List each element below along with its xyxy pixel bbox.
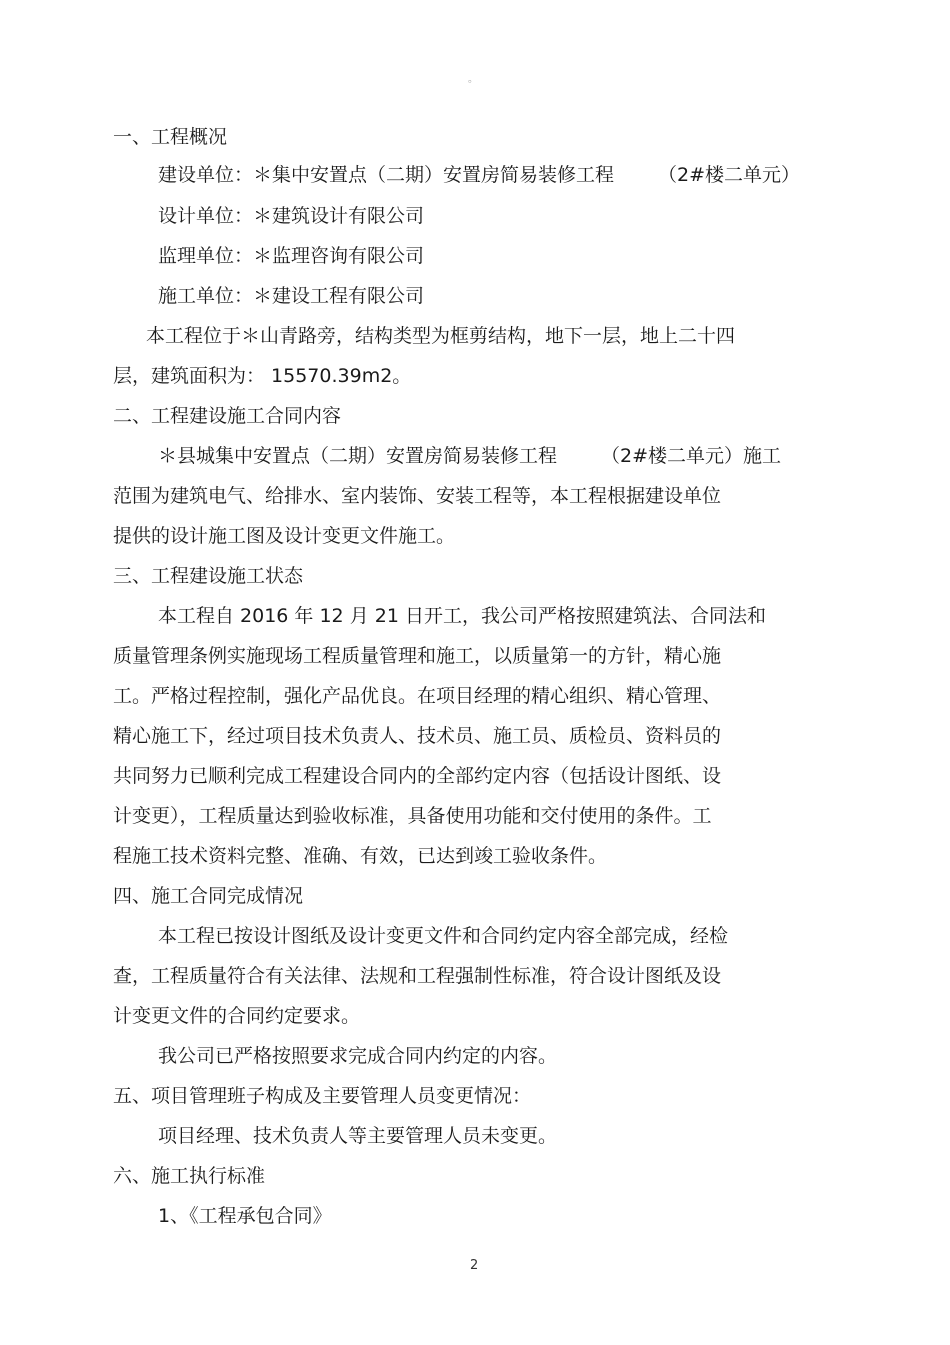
text-line: [158, 924, 728, 948]
text-line: [113, 364, 411, 388]
text-line-main: 五、项目管理班子构成及主要管理人员变更情况：: [113, 1085, 532, 1107]
text-line: [158, 1044, 557, 1068]
text-line: [113, 564, 303, 588]
text-line: [113, 1164, 265, 1188]
text-line: [113, 684, 721, 708]
text-line-main: 1、《工程承包合同》: [158, 1205, 332, 1227]
text-line: [113, 804, 712, 828]
text-line: [113, 524, 455, 548]
text-line: [158, 1204, 332, 1228]
text-line-main: 三、工程建设施工状态: [113, 565, 304, 587]
text-line-main: 程施工技术资料完整、准确、有效，已达到竣工验收条件。: [113, 845, 608, 867]
text-line: [158, 604, 766, 628]
text-line-main: 设计单位：＊建筑设计有限公司: [158, 205, 425, 227]
text-line-main: 监理单位：＊监理咨询有限公司: [158, 245, 425, 267]
page-number: 2: [470, 1258, 479, 1273]
text-line-main: 一、工程概况: [113, 126, 228, 148]
text-line-main: 共同努力已顺利完成工程建设合同内的全部约定内容（包括设计图纸、设: [113, 765, 722, 787]
text-line: [113, 844, 607, 868]
text-line-main: 计变更文件的合同约定要求。: [113, 1005, 361, 1027]
text-line-main: 我公司已严格按照要求完成合同内约定的内容。: [158, 1045, 558, 1067]
text-line: [113, 1084, 531, 1108]
text-line: [146, 324, 735, 348]
text-line-main: 提供的设计施工图及设计变更文件施工。: [113, 525, 456, 547]
text-line: [113, 125, 227, 149]
text-line: [158, 244, 424, 268]
text-line-tail: （2#楼二单元）施工: [601, 445, 782, 467]
header-mark: 。: [468, 74, 478, 85]
text-line: [158, 284, 424, 308]
text-line-main: 施工单位：＊建设工程有限公司: [158, 285, 425, 307]
text-line: [158, 444, 781, 468]
text-line: [113, 484, 721, 508]
text-line-main: 本工程位于＊山青路旁，结构类型为框剪结构，地下一层，地上二十四: [146, 325, 736, 347]
text-line-main: 二、工程建设施工合同内容: [113, 405, 342, 427]
text-line: [113, 884, 303, 908]
text-line: [113, 964, 721, 988]
text-line: [158, 1124, 557, 1148]
text-line: [113, 1004, 360, 1028]
text-line-main: 项目经理、技术负责人等主要管理人员未变更。: [158, 1125, 558, 1147]
text-line-main: ＊县城集中安置点（二期）安置房简易装修工程: [158, 445, 558, 467]
text-line-main: 范围为建筑电气、给排水、室内装饰、安装工程等，本工程根据建设单位: [113, 485, 722, 507]
text-line: [158, 204, 424, 228]
text-line: [113, 644, 721, 668]
text-line: [158, 163, 800, 187]
text-line-main: 质量管理条例实施现场工程质量管理和施工，以质量第一的方针，精心施: [113, 645, 722, 667]
text-line-main: 计变更），工程质量达到验收标准，具备使用功能和交付使用的条件。工: [113, 805, 712, 827]
text-line: [113, 764, 721, 788]
text-line-tail: （2#楼二单元）: [658, 164, 801, 186]
text-line-main: 六、施工执行标准: [113, 1165, 266, 1187]
text-line: [113, 724, 721, 748]
text-line-main: 本工程自 2016 年 12 月 21 日开工，我公司严格按照建筑法、合同法和: [158, 605, 766, 627]
text-line-main: 建设单位：＊集中安置点（二期）安置房简易装修工程: [158, 164, 615, 186]
text-line-main: 层，建筑面积为： 15570.39m2。: [113, 365, 412, 387]
text-line-main: 四、施工合同完成情况: [113, 885, 304, 907]
text-line-main: 查，工程质量符合有关法律、法规和工程强制性标准，符合设计图纸及设: [113, 965, 722, 987]
text-line-main: 本工程已按设计图纸及设计变更文件和合同约定内容全部完成，经检: [158, 925, 729, 947]
text-line-main: 工。严格过程控制，强化产品优良。在项目经理的精心组织、精心管理、: [113, 685, 722, 707]
text-line-main: 精心施工下，经过项目技术负责人、技术员、施工员、质检员、资料员的: [113, 725, 722, 747]
text-line: [113, 404, 341, 428]
